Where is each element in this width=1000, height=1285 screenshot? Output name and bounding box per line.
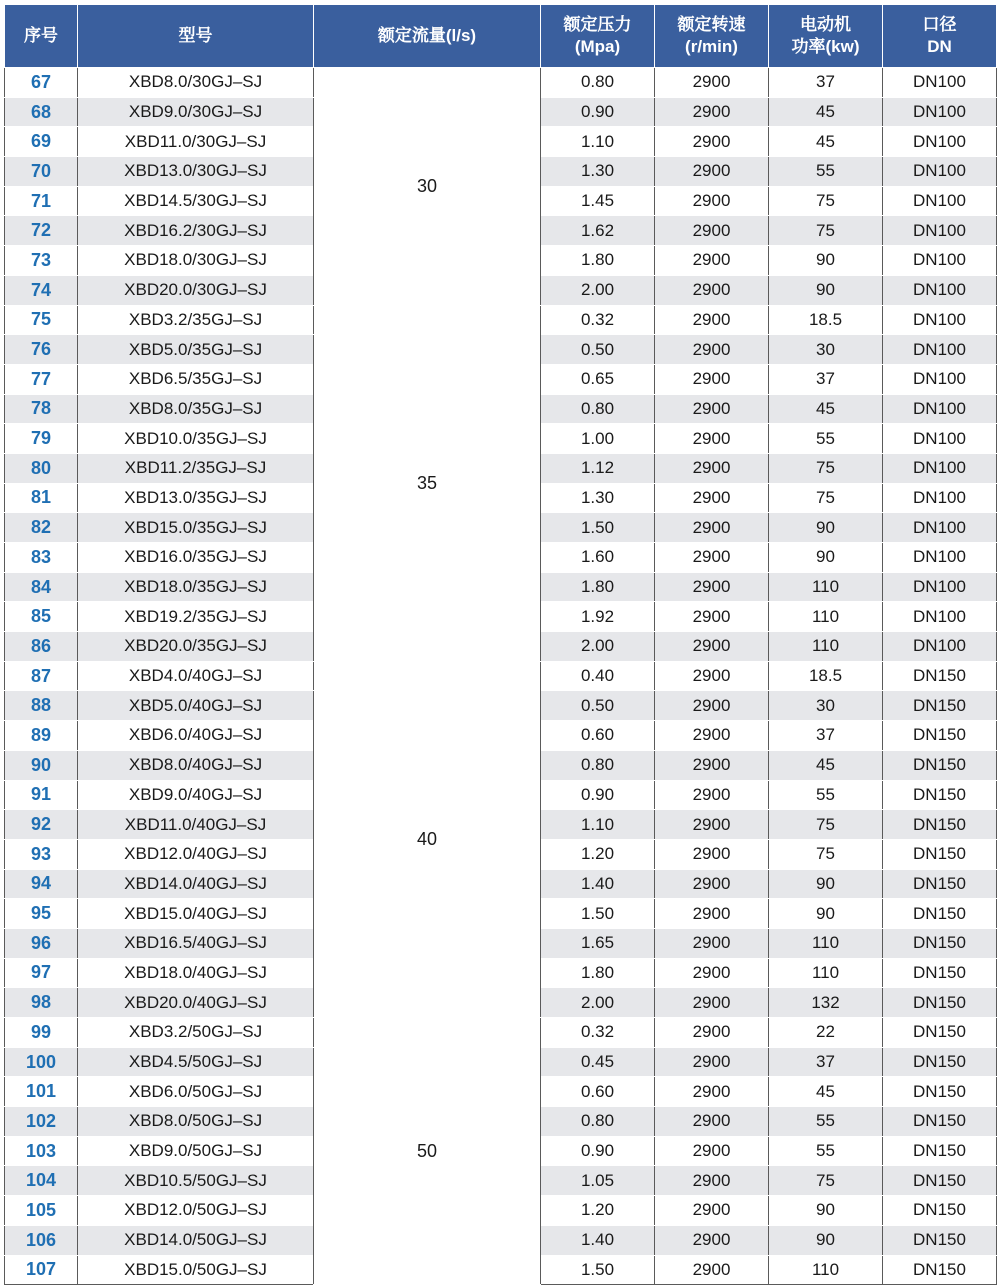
speed-cell: 2900 — [655, 424, 769, 454]
row-index: 78 — [5, 394, 78, 424]
row-index: 84 — [5, 572, 78, 602]
row-index: 76 — [5, 335, 78, 365]
model-cell: XBD20.0/40GJ–SJ — [78, 988, 314, 1018]
power-cell: 75 — [769, 186, 883, 216]
model-cell: XBD4.5/50GJ–SJ — [78, 1047, 314, 1077]
row-index: 69 — [5, 127, 78, 157]
row-index: 92 — [5, 810, 78, 840]
pressure-cell: 0.60 — [541, 721, 655, 751]
power-cell: 90 — [769, 869, 883, 899]
dn-cell: DN150 — [883, 1047, 997, 1077]
row-index: 68 — [5, 97, 78, 127]
table-row — [5, 305, 997, 335]
pressure-cell: 1.60 — [541, 543, 655, 573]
pressure-cell: 1.50 — [541, 1255, 655, 1285]
speed-cell: 2900 — [655, 1166, 769, 1196]
power-cell: 45 — [769, 127, 883, 157]
dn-cell: DN150 — [883, 1018, 997, 1048]
dn-cell: DN100 — [883, 513, 997, 543]
pressure-cell: 0.60 — [541, 1077, 655, 1107]
model-cell: XBD9.0/50GJ–SJ — [78, 1136, 314, 1166]
dn-cell: DN100 — [883, 68, 997, 98]
dn-cell: DN100 — [883, 216, 997, 246]
model-cell: XBD14.0/40GJ–SJ — [78, 869, 314, 899]
speed-cell: 2900 — [655, 1047, 769, 1077]
speed-cell: 2900 — [655, 988, 769, 1018]
speed-cell: 2900 — [655, 661, 769, 691]
model-cell: XBD5.0/40GJ–SJ — [78, 691, 314, 721]
row-index: 81 — [5, 483, 78, 513]
row-index: 98 — [5, 988, 78, 1018]
header-pressure: 额定压力 (Mpa) — [541, 5, 655, 68]
dn-cell: DN150 — [883, 1255, 997, 1285]
speed-cell: 2900 — [655, 899, 769, 929]
row-index: 82 — [5, 513, 78, 543]
speed-cell: 2900 — [655, 632, 769, 662]
power-cell: 75 — [769, 453, 883, 483]
model-cell: XBD15.0/35GJ–SJ — [78, 513, 314, 543]
power-cell: 37 — [769, 364, 883, 394]
pressure-cell: 1.30 — [541, 483, 655, 513]
model-cell: XBD12.0/40GJ–SJ — [78, 839, 314, 869]
speed-cell: 2900 — [655, 394, 769, 424]
row-index: 71 — [5, 186, 78, 216]
pressure-cell: 1.80 — [541, 572, 655, 602]
table-row — [5, 1018, 997, 1048]
speed-cell: 2900 — [655, 1255, 769, 1285]
power-cell: 55 — [769, 1107, 883, 1137]
dn-cell: DN150 — [883, 1077, 997, 1107]
pressure-cell: 1.10 — [541, 127, 655, 157]
pressure-cell: 1.92 — [541, 602, 655, 632]
pressure-cell: 1.62 — [541, 216, 655, 246]
dn-cell: DN150 — [883, 810, 997, 840]
speed-cell: 2900 — [655, 780, 769, 810]
dn-cell: DN150 — [883, 928, 997, 958]
model-cell: XBD11.2/35GJ–SJ — [78, 453, 314, 483]
model-cell: XBD6.5/35GJ–SJ — [78, 364, 314, 394]
pressure-cell: 0.50 — [541, 335, 655, 365]
power-cell: 90 — [769, 513, 883, 543]
model-cell: XBD8.0/50GJ–SJ — [78, 1107, 314, 1137]
model-cell: XBD11.0/30GJ–SJ — [78, 127, 314, 157]
row-index: 80 — [5, 453, 78, 483]
row-index: 74 — [5, 275, 78, 305]
model-cell: XBD16.5/40GJ–SJ — [78, 928, 314, 958]
model-cell: XBD18.0/35GJ–SJ — [78, 572, 314, 602]
model-cell: XBD9.0/40GJ–SJ — [78, 780, 314, 810]
row-index: 106 — [5, 1225, 78, 1255]
model-cell: XBD11.0/40GJ–SJ — [78, 810, 314, 840]
header-model: 型号 — [78, 5, 314, 68]
pressure-cell: 1.80 — [541, 246, 655, 276]
pressure-cell: 1.30 — [541, 157, 655, 187]
pressure-cell: 0.32 — [541, 1018, 655, 1048]
model-cell: XBD9.0/30GJ–SJ — [78, 97, 314, 127]
pressure-cell: 0.32 — [541, 305, 655, 335]
model-cell: XBD4.0/40GJ–SJ — [78, 661, 314, 691]
model-cell: XBD3.2/50GJ–SJ — [78, 1018, 314, 1048]
model-cell: XBD20.0/30GJ–SJ — [78, 275, 314, 305]
row-index: 103 — [5, 1136, 78, 1166]
row-index: 91 — [5, 780, 78, 810]
power-cell: 75 — [769, 1166, 883, 1196]
power-cell: 110 — [769, 602, 883, 632]
row-index: 99 — [5, 1018, 78, 1048]
dn-cell: DN150 — [883, 869, 997, 899]
model-cell: XBD14.0/50GJ–SJ — [78, 1225, 314, 1255]
speed-cell: 2900 — [655, 1136, 769, 1166]
dn-cell: DN150 — [883, 661, 997, 691]
speed-cell: 2900 — [655, 839, 769, 869]
model-cell: XBD12.0/50GJ–SJ — [78, 1196, 314, 1226]
row-index: 79 — [5, 424, 78, 454]
dn-cell: DN100 — [883, 572, 997, 602]
dn-cell: DN100 — [883, 275, 997, 305]
power-cell: 132 — [769, 988, 883, 1018]
pressure-cell: 0.45 — [541, 1047, 655, 1077]
speed-cell: 2900 — [655, 453, 769, 483]
table-header — [5, 5, 997, 68]
speed-cell: 2900 — [655, 543, 769, 573]
pressure-cell: 0.50 — [541, 691, 655, 721]
row-index: 97 — [5, 958, 78, 988]
row-index: 100 — [5, 1047, 78, 1077]
dn-cell: DN150 — [883, 1136, 997, 1166]
row-index: 104 — [5, 1166, 78, 1196]
header-power: 电动机 功率(kw) — [769, 5, 883, 68]
table-row — [5, 68, 997, 98]
speed-cell: 2900 — [655, 246, 769, 276]
speed-cell: 2900 — [655, 513, 769, 543]
speed-cell: 2900 — [655, 1225, 769, 1255]
dn-cell: DN150 — [883, 1107, 997, 1137]
speed-cell: 2900 — [655, 869, 769, 899]
dn-cell: DN100 — [883, 632, 997, 662]
model-cell: XBD16.0/35GJ–SJ — [78, 543, 314, 573]
speed-cell: 2900 — [655, 364, 769, 394]
dn-cell: DN100 — [883, 97, 997, 127]
speed-cell: 2900 — [655, 275, 769, 305]
row-index: 107 — [5, 1255, 78, 1285]
power-cell: 22 — [769, 1018, 883, 1048]
flow-cell: 50 — [314, 1018, 541, 1285]
dn-cell: DN100 — [883, 602, 997, 632]
row-index: 96 — [5, 928, 78, 958]
dn-cell: DN150 — [883, 1196, 997, 1226]
pressure-cell: 2.00 — [541, 988, 655, 1018]
table-body — [5, 68, 997, 1285]
dn-cell: DN150 — [883, 1225, 997, 1255]
speed-cell: 2900 — [655, 68, 769, 98]
model-cell: XBD13.0/35GJ–SJ — [78, 483, 314, 513]
pressure-cell: 0.80 — [541, 68, 655, 98]
power-cell: 90 — [769, 1196, 883, 1226]
row-index: 89 — [5, 721, 78, 751]
speed-cell: 2900 — [655, 750, 769, 780]
power-cell: 75 — [769, 216, 883, 246]
speed-cell: 2900 — [655, 1077, 769, 1107]
pressure-cell: 0.80 — [541, 394, 655, 424]
row-index: 90 — [5, 750, 78, 780]
pressure-cell: 0.40 — [541, 661, 655, 691]
model-cell: XBD15.0/40GJ–SJ — [78, 899, 314, 929]
speed-cell: 2900 — [655, 1196, 769, 1226]
dn-cell: DN100 — [883, 453, 997, 483]
row-index: 86 — [5, 632, 78, 662]
dn-cell: DN100 — [883, 305, 997, 335]
speed-cell: 2900 — [655, 127, 769, 157]
speed-cell: 2900 — [655, 305, 769, 335]
dn-cell: DN150 — [883, 691, 997, 721]
header-index: 序号 — [5, 5, 78, 68]
pressure-cell: 1.40 — [541, 869, 655, 899]
power-cell: 45 — [769, 1077, 883, 1107]
model-cell: XBD15.0/50GJ–SJ — [78, 1255, 314, 1285]
speed-cell: 2900 — [655, 216, 769, 246]
power-cell: 18.5 — [769, 661, 883, 691]
power-cell: 30 — [769, 691, 883, 721]
dn-cell: DN100 — [883, 394, 997, 424]
power-cell: 90 — [769, 899, 883, 929]
pressure-cell: 0.90 — [541, 97, 655, 127]
power-cell: 45 — [769, 750, 883, 780]
flow-cell: 30 — [314, 68, 541, 306]
dn-cell: DN100 — [883, 364, 997, 394]
dn-cell: DN150 — [883, 750, 997, 780]
model-cell: XBD19.2/35GJ–SJ — [78, 602, 314, 632]
power-cell: 55 — [769, 780, 883, 810]
speed-cell: 2900 — [655, 572, 769, 602]
pressure-cell: 1.50 — [541, 513, 655, 543]
speed-cell: 2900 — [655, 810, 769, 840]
speed-cell: 2900 — [655, 186, 769, 216]
pressure-cell: 2.00 — [541, 632, 655, 662]
power-cell: 18.5 — [769, 305, 883, 335]
power-cell: 45 — [769, 394, 883, 424]
row-index: 93 — [5, 839, 78, 869]
dn-cell: DN150 — [883, 839, 997, 869]
model-cell: XBD18.0/40GJ–SJ — [78, 958, 314, 988]
dn-cell: DN100 — [883, 127, 997, 157]
power-cell: 45 — [769, 97, 883, 127]
row-index: 94 — [5, 869, 78, 899]
row-index: 105 — [5, 1196, 78, 1226]
power-cell: 30 — [769, 335, 883, 365]
dn-cell: DN100 — [883, 424, 997, 454]
dn-cell: DN150 — [883, 721, 997, 751]
flow-cell: 35 — [314, 305, 541, 661]
power-cell: 90 — [769, 246, 883, 276]
pressure-cell: 2.00 — [541, 275, 655, 305]
model-cell: XBD14.5/30GJ–SJ — [78, 186, 314, 216]
pressure-cell: 0.90 — [541, 1136, 655, 1166]
dn-cell: DN100 — [883, 157, 997, 187]
header-speed: 额定转速 (r/min) — [655, 5, 769, 68]
pressure-cell: 1.00 — [541, 424, 655, 454]
pressure-cell: 1.50 — [541, 899, 655, 929]
power-cell: 90 — [769, 275, 883, 305]
speed-cell: 2900 — [655, 928, 769, 958]
row-index: 87 — [5, 661, 78, 691]
speed-cell: 2900 — [655, 157, 769, 187]
row-index: 75 — [5, 305, 78, 335]
model-cell: XBD5.0/35GJ–SJ — [78, 335, 314, 365]
pressure-cell: 0.65 — [541, 364, 655, 394]
power-cell: 110 — [769, 958, 883, 988]
row-index: 102 — [5, 1107, 78, 1137]
pressure-cell: 0.80 — [541, 750, 655, 780]
row-index: 95 — [5, 899, 78, 929]
model-cell: XBD10.0/35GJ–SJ — [78, 424, 314, 454]
power-cell: 110 — [769, 632, 883, 662]
row-index: 67 — [5, 68, 78, 98]
flow-cell: 40 — [314, 661, 541, 1017]
power-cell: 37 — [769, 721, 883, 751]
row-index: 88 — [5, 691, 78, 721]
speed-cell: 2900 — [655, 1107, 769, 1137]
dn-cell: DN100 — [883, 483, 997, 513]
power-cell: 90 — [769, 543, 883, 573]
dn-cell: DN100 — [883, 246, 997, 276]
pressure-cell: 1.20 — [541, 1196, 655, 1226]
speed-cell: 2900 — [655, 483, 769, 513]
table-row — [5, 661, 997, 691]
speed-cell: 2900 — [655, 1018, 769, 1048]
row-index: 85 — [5, 602, 78, 632]
model-cell: XBD6.0/40GJ–SJ — [78, 721, 314, 751]
power-cell: 110 — [769, 572, 883, 602]
power-cell: 37 — [769, 68, 883, 98]
model-cell: XBD16.2/30GJ–SJ — [78, 216, 314, 246]
row-index: 70 — [5, 157, 78, 187]
dn-cell: DN100 — [883, 543, 997, 573]
model-cell: XBD6.0/50GJ–SJ — [78, 1077, 314, 1107]
pressure-cell: 1.45 — [541, 186, 655, 216]
power-cell: 55 — [769, 1136, 883, 1166]
speed-cell: 2900 — [655, 691, 769, 721]
speed-cell: 2900 — [655, 97, 769, 127]
model-cell: XBD13.0/30GJ–SJ — [78, 157, 314, 187]
dn-cell: DN150 — [883, 958, 997, 988]
power-cell: 55 — [769, 157, 883, 187]
header-dn: 口径 DN — [883, 5, 997, 68]
pump-spec-table — [4, 4, 997, 1285]
model-cell: XBD8.0/30GJ–SJ — [78, 68, 314, 98]
model-cell: XBD18.0/30GJ–SJ — [78, 246, 314, 276]
speed-cell: 2900 — [655, 721, 769, 751]
model-cell: XBD8.0/35GJ–SJ — [78, 394, 314, 424]
dn-cell: DN100 — [883, 335, 997, 365]
pressure-cell: 1.20 — [541, 839, 655, 869]
speed-cell: 2900 — [655, 602, 769, 632]
power-cell: 75 — [769, 483, 883, 513]
pressure-cell: 1.80 — [541, 958, 655, 988]
power-cell: 37 — [769, 1047, 883, 1077]
dn-cell: DN100 — [883, 186, 997, 216]
power-cell: 110 — [769, 1255, 883, 1285]
row-index: 101 — [5, 1077, 78, 1107]
pressure-cell: 1.40 — [541, 1225, 655, 1255]
pressure-cell: 0.90 — [541, 780, 655, 810]
dn-cell: DN150 — [883, 1166, 997, 1196]
pressure-cell: 1.65 — [541, 928, 655, 958]
pressure-cell: 1.10 — [541, 810, 655, 840]
dn-cell: DN150 — [883, 899, 997, 929]
pressure-cell: 0.80 — [541, 1107, 655, 1137]
model-cell: XBD20.0/35GJ–SJ — [78, 632, 314, 662]
power-cell: 90 — [769, 1225, 883, 1255]
pressure-cell: 1.12 — [541, 453, 655, 483]
power-cell: 75 — [769, 810, 883, 840]
dn-cell: DN150 — [883, 988, 997, 1018]
power-cell: 110 — [769, 928, 883, 958]
power-cell: 75 — [769, 839, 883, 869]
model-cell: XBD8.0/40GJ–SJ — [78, 750, 314, 780]
model-cell: XBD3.2/35GJ–SJ — [78, 305, 314, 335]
row-index: 72 — [5, 216, 78, 246]
model-cell: XBD10.5/50GJ–SJ — [78, 1166, 314, 1196]
row-index: 73 — [5, 246, 78, 276]
dn-cell: DN150 — [883, 780, 997, 810]
power-cell: 55 — [769, 424, 883, 454]
row-index: 77 — [5, 364, 78, 394]
header-flow: 额定流量(l/s) — [314, 5, 541, 68]
speed-cell: 2900 — [655, 335, 769, 365]
speed-cell: 2900 — [655, 958, 769, 988]
pressure-cell: 1.05 — [541, 1166, 655, 1196]
row-index: 83 — [5, 543, 78, 573]
